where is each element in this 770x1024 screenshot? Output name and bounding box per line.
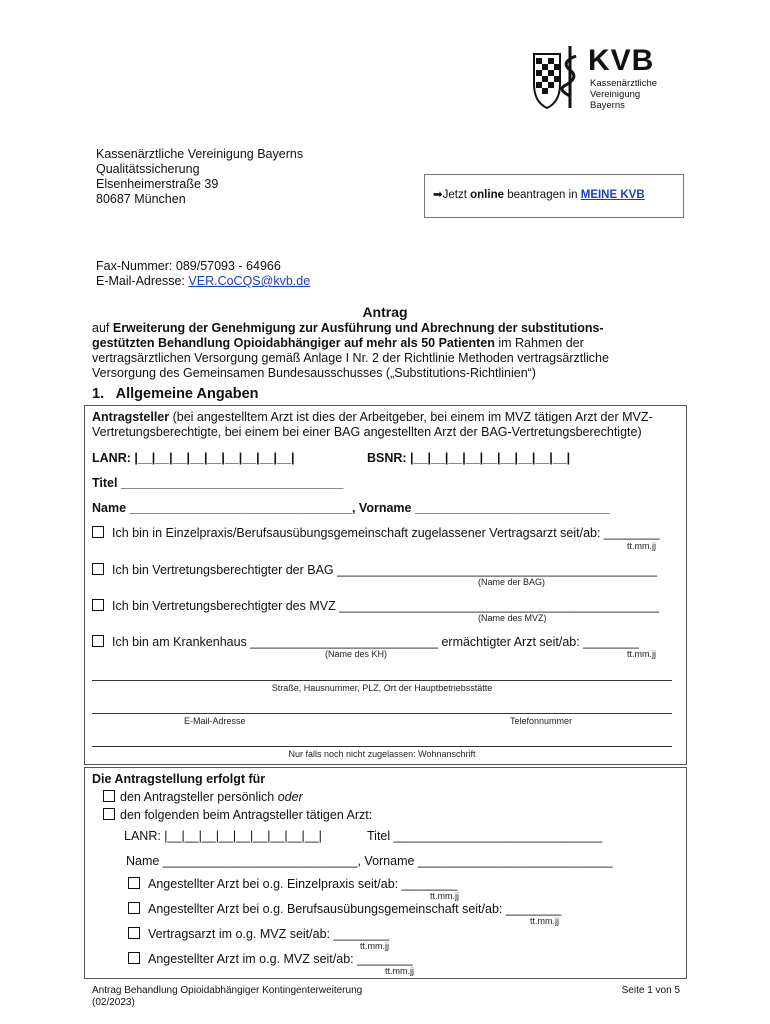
logo-line-1: Kassenärztliche — [590, 78, 658, 89]
kvb-emblem-icon — [530, 44, 582, 110]
option-mvz-hint: (Name des MVZ) — [478, 613, 547, 623]
option-arzt-label: den folgenden beim Antragsteller tätigen Arzt: — [120, 808, 373, 822]
footer-doc-title: Antrag Behandlung Opioidabhängiger Kontingenterweiterung — [92, 985, 363, 996]
lanr-field[interactable]: LANR: |__|__|__|__|__|__|__|__|__| — [92, 451, 295, 465]
footer-page-number: Seite 1 von 5 — [621, 985, 680, 996]
email-line — [96, 274, 310, 289]
intro-auf: auf — [92, 321, 113, 335]
footer-left — [92, 985, 362, 1009]
option-persoenlich-label: den Antragsteller persönlich — [120, 790, 278, 804]
online-middle: beantragen in — [504, 189, 581, 201]
checkbox[interactable] — [128, 902, 140, 914]
address-label: Straße, Hausnummer, PLZ, Ort der Hauptbetriebsstätte — [271, 683, 493, 693]
address-line[interactable] — [92, 680, 672, 681]
option-persoenlich[interactable] — [103, 790, 303, 805]
option-arzt[interactable] — [103, 808, 372, 823]
arzt-option-angestellt-mvz-label: Angestellter Arzt im o.g. MVZ seit/ab: ________ — [148, 952, 413, 966]
recipient-address — [96, 147, 303, 207]
intro-bold-1: Erweiterung der Genehmigung zur Ausführung und Abrechnung der substitutions- — [112, 321, 604, 335]
kvb-logo — [530, 44, 670, 114]
address-line-3: Elsenheimerstraße 39 — [96, 177, 219, 191]
intro-line-4: Versorgung des Gemeinsamen Bundesausschusses („Substitutions-Richtlinien“) — [92, 366, 536, 380]
meine-kvb-link[interactable]: MEINE KVB — [580, 189, 645, 201]
option-bag-label: Ich bin Vertretungsberechtigter der BAG ______________________________________________ — [112, 563, 657, 577]
option-krankenhaus-hint-kh: (Name des KH) — [325, 649, 388, 659]
checkbox[interactable] — [92, 599, 104, 611]
address-line-1: Kassenärztliche Vereinigung Bayerns — [96, 147, 304, 161]
arzt-titel-field[interactable]: Titel ______________________________ — [367, 829, 603, 843]
arzt-lanr-field[interactable]: LANR: |__|__|__|__|__|__|__|__|__| — [124, 829, 322, 843]
option-einzelpraxis-label: Ich bin in Einzelpraxis/Berufsausübungsgemeinschaft zugelassener Vertragsarzt seit/ab: ________ — [112, 526, 660, 540]
arzt-name-field[interactable]: Name ____________________________, Vorname ____________________________ — [126, 854, 613, 868]
email-phone-line[interactable] — [92, 713, 672, 714]
footer-doc-version: (02/2023) — [92, 997, 135, 1008]
email-label: E-Mail-Adresse: — [96, 274, 189, 288]
antragsteller-line-2: Vertretungsberechtigte, bei einem bei einer BAG angestellten Arzt der BAG-Vertretungsberechtigte) — [92, 425, 642, 439]
intro-rest-2: im Rahmen der — [494, 336, 584, 350]
option-bag[interactable] — [92, 563, 657, 578]
option-krankenhaus[interactable] — [92, 635, 639, 650]
arzt-option-angestellt-mvz-hint: tt.mm.jj — [385, 966, 414, 976]
antragsteller-line-1 — [92, 410, 682, 425]
checkbox[interactable] — [92, 526, 104, 538]
arzt-option-vertragsarzt-mvz[interactable] — [128, 927, 389, 942]
arzt-option-einzelpraxis[interactable] — [128, 877, 457, 892]
intro-line-1 — [92, 321, 692, 336]
antragsteller-bold: Antragsteller — [92, 410, 170, 424]
section-1-heading: 1. Allgemeine Angaben — [92, 386, 259, 402]
online-bold: online — [470, 189, 504, 201]
intro-line-2 — [92, 336, 692, 351]
online-prefix: Jetzt — [442, 189, 471, 201]
page-title: Antrag — [362, 304, 408, 320]
antragsteller-text — [92, 410, 682, 440]
arzt-option-einzelpraxis-hint: tt.mm.jj — [430, 891, 459, 901]
arzt-option-bag-hint: tt.mm.jj — [530, 916, 559, 926]
checkbox[interactable] — [103, 790, 115, 802]
option-mvz[interactable] — [92, 599, 659, 614]
option-einzelpraxis[interactable] — [92, 526, 660, 541]
option-bag-hint: (Name der BAG) — [478, 577, 546, 587]
checkbox[interactable] — [92, 635, 104, 647]
arzt-option-vertragsarzt-mvz-hint: tt.mm.jj — [360, 941, 389, 951]
arzt-option-einzelpraxis-label: Angestellter Arzt bei o.g. Einzelpraxis seit/ab: ________ — [148, 877, 458, 891]
intro-text — [92, 321, 692, 381]
titel-field[interactable]: Titel ________________________________ — [92, 476, 344, 490]
section-2-heading: Die Antragstellung erfolgt für — [92, 772, 266, 786]
option-mvz-label: Ich bin Vertretungsberechtigter des MVZ ______________________________________________ — [112, 599, 659, 613]
logo-line-2: Vereinigung — [590, 89, 641, 100]
logo-subtitle — [590, 78, 657, 111]
online-apply-box — [424, 174, 684, 218]
arzt-option-bag-label: Angestellter Arzt bei o.g. Berufsausübungsgemeinschaft seit/ab: ________ — [148, 902, 562, 916]
fax-number: Fax-Nummer: 089/57093 - 64966 — [96, 259, 281, 273]
checkbox[interactable] — [128, 877, 140, 889]
arzt-option-angestellt-mvz[interactable] — [128, 952, 413, 967]
arzt-option-vertragsarzt-mvz-label: Vertragsarzt im o.g. MVZ seit/ab: ________ — [148, 927, 390, 941]
option-krankenhaus-hint-date: tt.mm.jj — [627, 649, 656, 659]
option-einzelpraxis-hint: tt.mm.jj — [627, 541, 656, 551]
logo-line-3: Bayerns — [590, 100, 625, 111]
intro-bold-2: gestützten Behandlung Opioidabhängiger auf mehr als 50 Patienten — [92, 336, 495, 350]
option-persoenlich-oder: oder — [277, 790, 303, 804]
checkbox[interactable] — [103, 808, 115, 820]
address-line-2: Qualitätssicherung — [96, 162, 200, 176]
arzt-option-bag[interactable] — [128, 902, 561, 917]
checkbox[interactable] — [128, 952, 140, 964]
logo-name: KVB — [588, 44, 655, 77]
intro-line-3: vertragsärztlichen Versorgung gemäß Anlage I Nr. 2 der Richtlinie Methoden vertragsärztliche — [92, 351, 609, 365]
email-link[interactable]: VER.CoCQS@kvb.de — [188, 274, 311, 288]
antragsteller-rest: (bei angestelltem Arzt ist dies der Arbeitgeber, bei einem im MVZ tätigen Arzt der MVZ- — [169, 410, 653, 424]
option-krankenhaus-label: Ich bin am Krankenhaus ___________________________ ermächtigter Arzt seit/ab: ________ — [112, 635, 639, 649]
arrow-right-icon: ➡ — [433, 189, 443, 201]
checkbox[interactable] — [92, 563, 104, 575]
online-apply-text — [433, 188, 645, 202]
email-address-label: E-Mail-Adresse — [184, 716, 246, 726]
checkbox[interactable] — [128, 927, 140, 939]
contact-info — [96, 259, 310, 289]
name-vorname-field[interactable]: Name ________________________________, Vorname ____________________________ — [92, 501, 610, 515]
home-address-label: Nur falls noch nicht zugelassen: Wohnanschrift — [288, 749, 476, 759]
home-address-line[interactable] — [92, 746, 672, 747]
address-line-4: 80687 München — [96, 192, 186, 206]
phone-label: Telefonnummer — [510, 716, 573, 726]
bsnr-field[interactable]: BSNR: |__|__|__|__|__|__|__|__|__| — [367, 451, 571, 465]
